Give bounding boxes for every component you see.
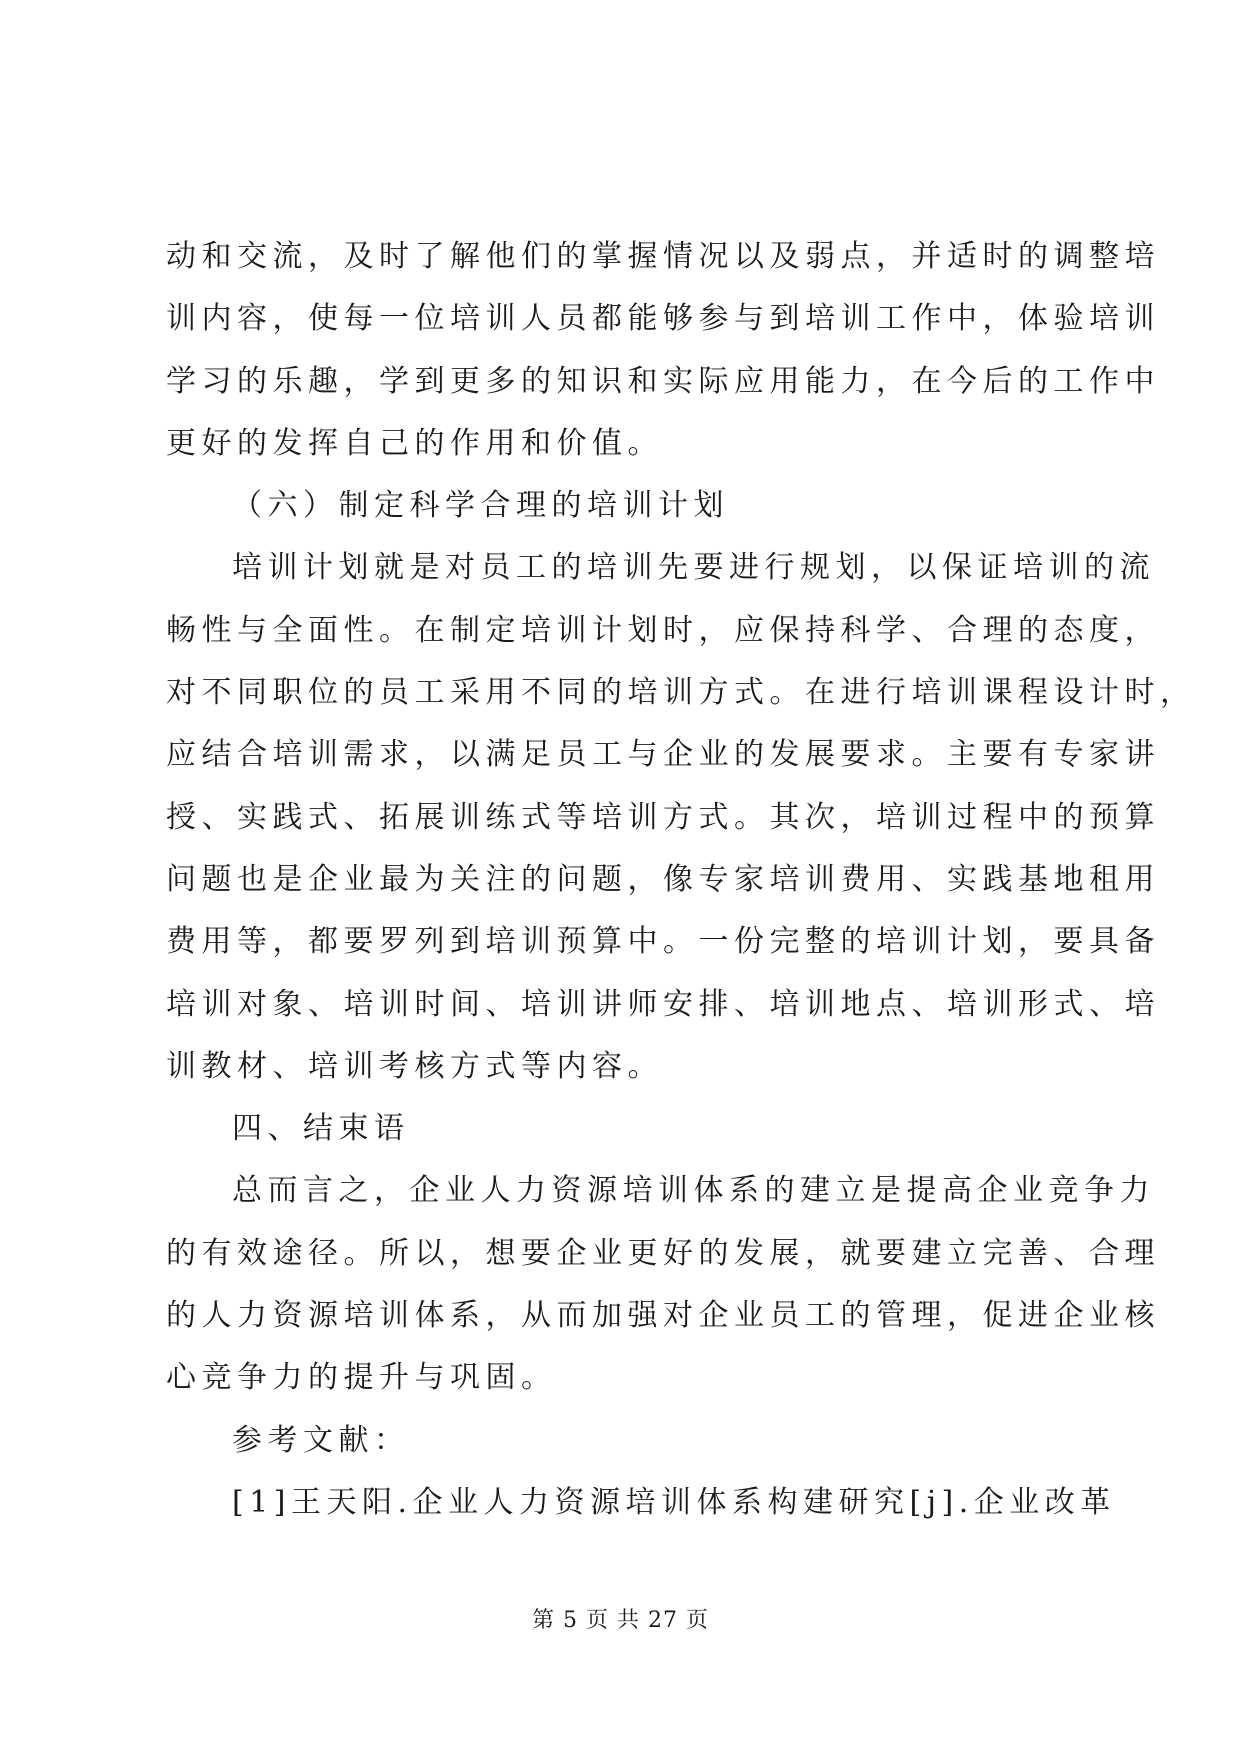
document-body [166, 226, 1196, 1534]
text-line: 动和交流，及时了解他们的掌握情况以及弱点，并适时的调整培 [166, 239, 1160, 274]
text-line: 的人力资源培训体系，从而加强对企业员工的管理，促进企业核 [166, 1298, 1160, 1334]
paragraph [166, 1160, 1160, 1409]
text-line: 畅性与全面性。在制定培训计划时，应保持科学、合理的态度， [166, 612, 1160, 648]
page-footer [0, 1606, 1241, 1636]
text-line: 心竞争力的提升与巩固。 [166, 1360, 557, 1396]
text-line: 更好的发挥自己的作用和价值。 [166, 425, 663, 461]
text-line: 训内容，使每一位培训人员都能够参与到培训工作中，体验培训 [166, 301, 1160, 337]
text-line: 参考文献： [232, 1422, 410, 1458]
paragraph [166, 1410, 1086, 1472]
text-line: （六）制定科学合理的培训计划 [232, 488, 729, 524]
text-line: 培训计划就是对员工的培训先要进行规划，以保证培训的流 [232, 550, 1155, 586]
text-line: 总而言之，企业人力资源培训体系的建立是提高企业竞争力 [232, 1173, 1155, 1209]
paragraph [166, 475, 1086, 537]
text-line: 培训对象、培训时间、培训讲师安排、培训地点、培训形式、培 [166, 986, 1160, 1022]
page-number-label: 第 5 页 共 27 页 [532, 1608, 709, 1633]
text-line: 的有效途径。所以，想要企业更好的发展，就要建立完善、合理 [166, 1235, 1160, 1271]
text-line: 学习的乐趣，学到更多的知识和实际应用能力，在今后的工作中 [166, 363, 1160, 399]
text-line: 费用等，都要罗列到培训预算中。一份完整的培训计划，要具备 [166, 924, 1160, 960]
text-line: 四、结束语 [232, 1111, 410, 1147]
text-line: 对不同职位的员工采用不同的培训方式。在进行培训课程设计时， [166, 675, 1196, 711]
paragraph [166, 1472, 1116, 1534]
text-line: 应结合培训需求，以满足员工与企业的发展要求。主要有专家讲 [166, 737, 1160, 773]
paragraph [166, 537, 1196, 1098]
text-line: 问题也是企业最为关注的问题，像专家培训费用、实践基地租用 [166, 861, 1160, 897]
text-line: 训教材、培训考核方式等内容。 [166, 1048, 663, 1084]
text-line: [1]王天阳.企业人力资源培训体系构建研究[j].企业改革 [232, 1484, 1116, 1520]
text-line: 授、实践式、拓展训练式等培训方式。其次，培训过程中的预算 [166, 799, 1160, 835]
paragraph [166, 226, 1160, 475]
paragraph [166, 1098, 1086, 1160]
